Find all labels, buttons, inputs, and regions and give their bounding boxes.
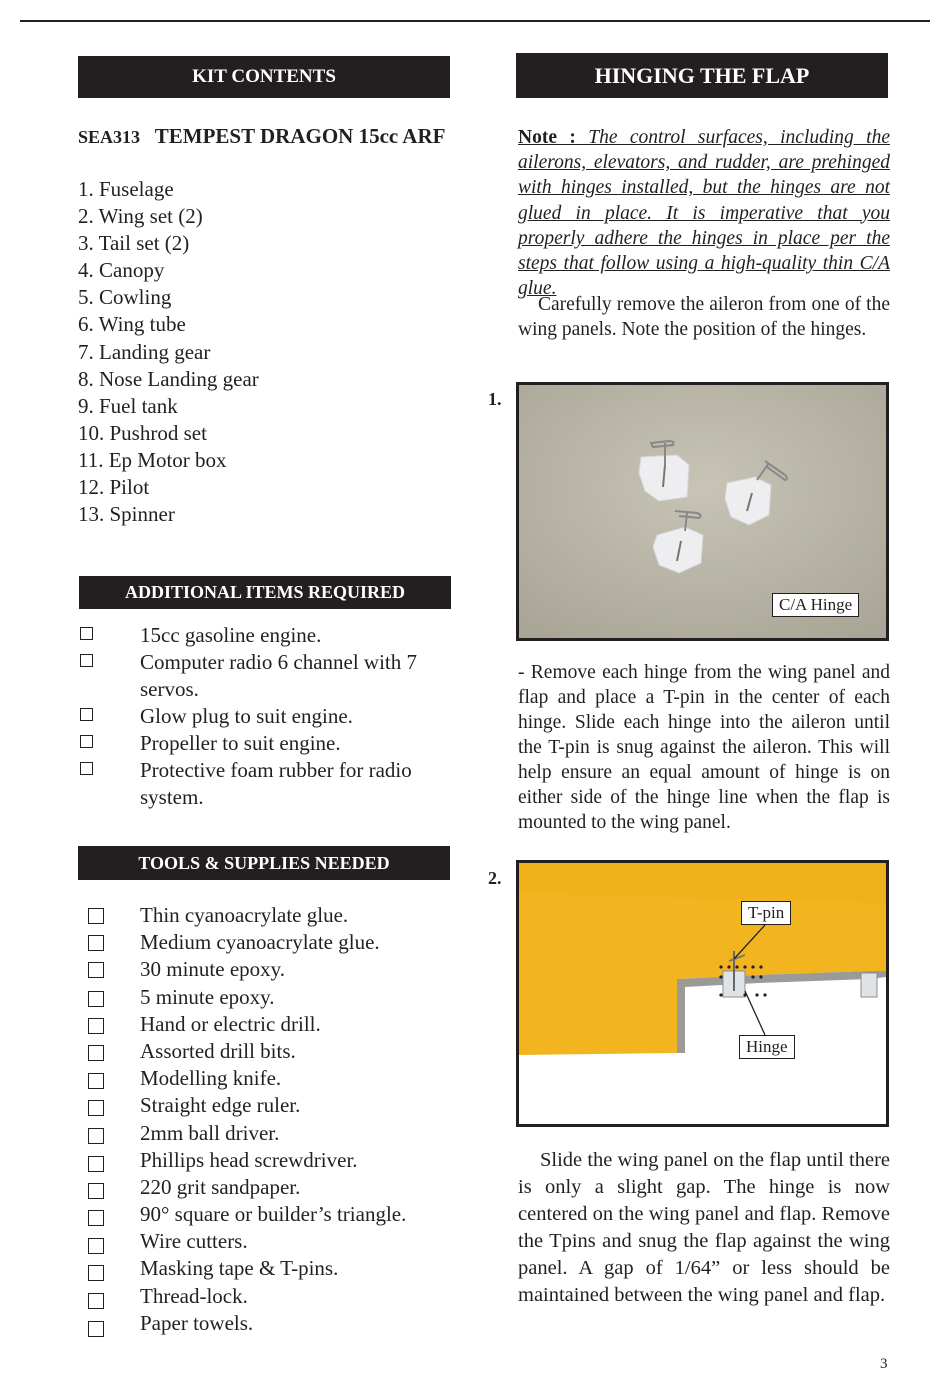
hinge-label: Hinge [739, 1035, 795, 1059]
checkbox-icon [80, 762, 93, 775]
list-item: 7. Landing gear [78, 339, 211, 364]
hinging-heading: HINGING THE FLAP [516, 53, 888, 98]
list-item: 11. Ep Motor box [78, 447, 227, 472]
step-2-number: 2. [488, 868, 502, 888]
list-item: Glow plug to suit engine. [78, 703, 458, 730]
checkbox-icon [80, 735, 93, 748]
list-item: 2. Wing set (2) [78, 204, 203, 229]
list-item: Modelling knife. [78, 1065, 458, 1092]
list-item: 3. Tail set (2) [78, 231, 190, 256]
list-item: Hand or electric drill. [78, 1011, 458, 1038]
wing-hinge-image [519, 863, 886, 1124]
list-item: 12. Pilot [78, 475, 150, 500]
checkbox-icon [88, 1018, 104, 1034]
list-item: 15cc gasoline engine. [78, 622, 458, 649]
paragraph-1: Carefully remove the aileron from one of the wing panels. Note the position of the hinges. [518, 294, 890, 340]
checkbox-icon [88, 1210, 104, 1226]
list-item: 6. Wing tube [78, 312, 186, 337]
checkbox-icon [88, 962, 104, 978]
step-1-number: 1. [488, 389, 502, 409]
list-item: 9. Fuel tank [78, 393, 178, 418]
photo-wing-hinge [516, 860, 889, 1127]
list-item: 1. Fuselage [78, 177, 174, 201]
list-item: Straight edge ruler. [78, 1092, 458, 1119]
list-item: Masking tape & T-pins. [78, 1255, 458, 1282]
paragraph-2: - Remove each hinge from the wing panel and flap and place a T-pin in the center of each hinge. Slide each hinge into the aileron until the T-pin is snug against the aileron. This will help ensure an equal amount of hinge is on either side of the hinge line when the flap is mounted to the wing panel. [518, 662, 890, 833]
list-item: Wire cutters. [78, 1228, 458, 1255]
list-item: Paper towels. [78, 1310, 458, 1337]
additional-items-list [78, 622, 458, 811]
list-item: 5 minute epoxy. [78, 984, 458, 1011]
checkbox-icon [88, 1073, 104, 1089]
kit-contents-list [78, 176, 259, 528]
list-item: Propeller to suit engine. [78, 730, 458, 757]
note-label: Note : [518, 127, 576, 148]
checkbox-icon [80, 654, 93, 667]
kit-contents-heading: KIT CONTENTS [78, 56, 450, 98]
photo-ca-hinges [516, 382, 889, 641]
tools-heading: TOOLS & SUPPLIES NEEDED [78, 846, 450, 880]
paragraph-3: Slide the wing panel on the flap until there is only a slight gap. The hinge is now centered on the wing panel and flap. Remove the Tpins and snug the flap against the wing panel. A gap of 1/64” or less should be maintained between the wing panel and flap. [518, 1149, 890, 1306]
checkbox-icon [88, 1045, 104, 1061]
kit-title [78, 124, 445, 149]
checkbox-icon [88, 935, 104, 951]
top-rule [20, 20, 930, 22]
checkbox-icon [80, 627, 93, 640]
checkbox-icon [80, 708, 93, 721]
checkbox-icon [88, 991, 104, 1007]
ca-hinge-label: C/A Hinge [772, 593, 859, 617]
list-item: 5. Cowling [78, 285, 172, 310]
note-text: The control surfaces, including the ailerons, elevators, and rudder, are prehinged with hinges installed, but the hinges are not glued in place. It is imperative that you properly adhere the hinges in place per the steps that follow using a high-quality thin C/A glue. [518, 127, 890, 300]
tools-list [78, 902, 458, 1337]
list-item: Thread-lock. [78, 1283, 458, 1310]
checkbox-icon [88, 908, 104, 924]
kit-name: TEMPEST DRAGON 15cc ARF [154, 124, 446, 148]
list-item: Thin cyanoacrylate glue. [78, 902, 458, 929]
additional-items-heading: ADDITIONAL ITEMS REQUIRED [79, 576, 451, 609]
list-item: 2mm ball driver. [78, 1120, 458, 1147]
list-item: Phillips head screwdriver. [78, 1147, 458, 1174]
list-item: Assorted drill bits. [78, 1038, 458, 1065]
kit-code: SEA313 [78, 127, 141, 147]
list-item: Medium cyanoacrylate glue. [78, 929, 458, 956]
list-item: Protective foam rubber for radio system. [78, 757, 458, 811]
list-item: Computer radio 6 channel with 7 servos. [78, 649, 458, 703]
list-item: 4. Canopy [78, 258, 165, 283]
checkbox-icon [88, 1293, 104, 1309]
checkbox-icon [88, 1128, 104, 1144]
checkbox-icon [88, 1183, 104, 1199]
list-item: 10. Pushrod set [78, 420, 207, 445]
checkbox-icon [88, 1265, 104, 1281]
tpin-label: T-pin [741, 901, 791, 925]
checkbox-icon [88, 1156, 104, 1172]
list-item: 90° square or builder’s triangle. [78, 1201, 458, 1228]
list-item: 220 grit sandpaper. [78, 1174, 458, 1201]
checkbox-icon [88, 1238, 104, 1254]
list-item: 13. Spinner [78, 502, 175, 527]
checkbox-icon [88, 1321, 104, 1337]
checkbox-icon [88, 1100, 104, 1116]
list-item: 30 minute epoxy. [78, 956, 458, 983]
list-item: 8. Nose Landing gear [78, 366, 259, 391]
page-number: 3 [880, 1356, 888, 1372]
note-paragraph [518, 125, 890, 301]
